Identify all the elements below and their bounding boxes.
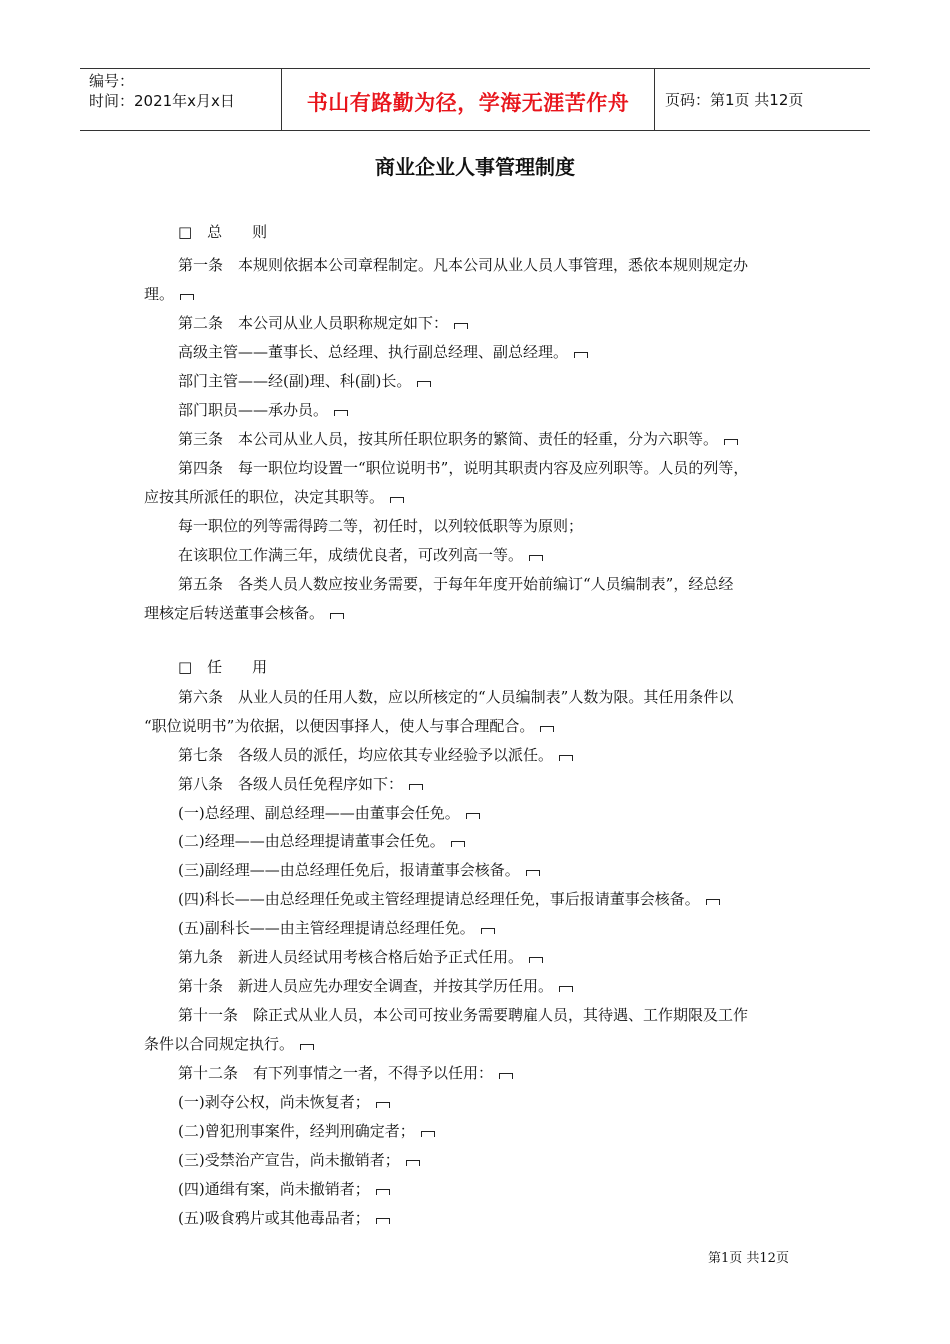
paragraph: 每一职位的列等需得跨二等，初任时，以列较低职等为原则；: [178, 517, 584, 535]
paragraph: (三)副经理——由总经理任免后，报请董事会核备。: [178, 859, 540, 881]
paragraph: 第四条 每一职位均设置一“职位说明书”，说明其职责内容及应列职等。人员的列等，: [178, 459, 749, 477]
paragraph: 部门职员——承办员。: [178, 399, 348, 421]
paragraph: (一)剥夺公权，尚未恢复者；: [178, 1091, 390, 1113]
return-mark-icon: [540, 726, 554, 732]
return-mark-icon: [454, 323, 468, 329]
page-footer: 第1页 共12页: [708, 1251, 789, 1266]
paragraph: 部门主管——经(副)理、科(副)长。: [178, 370, 431, 392]
return-mark-icon: [499, 1073, 513, 1079]
paragraph: 第五条 各类人员人数应按业务需要，于每年年度开始前编订“人员编制表”，经总经: [178, 575, 734, 593]
paragraph: 条件以合同规定执行。: [144, 1033, 314, 1055]
document-title: 商业企业人事管理制度: [375, 155, 575, 179]
document-header: [80, 68, 870, 131]
paragraph: 高级主管——董事长、总经理、执行副总经理、副总经理。: [178, 341, 588, 363]
paragraph: (二)经理——由总经理提请董事会任免。: [178, 830, 465, 852]
paragraph: 第一条 本规则依据本公司章程制定。凡本公司从业人员人事管理，悉依本规则规定办: [178, 256, 749, 274]
section-heading-appointment: □ 任 用: [178, 658, 268, 676]
return-mark-icon: [180, 294, 194, 300]
return-mark-icon: [406, 1160, 420, 1166]
paragraph: 应按其所派任的职位，决定其职等。: [144, 486, 404, 508]
paragraph: (四)科长——由总经理任免或主管经理提请总经理任免，事后报请董事会核备。: [178, 888, 720, 910]
paragraph: 第七条 各级人员的派任，均应依其专业经验予以派任。: [178, 744, 573, 766]
paragraph: 第十二条 有下列事情之一者，不得予以任用：: [178, 1062, 513, 1084]
header-motto: [281, 69, 655, 130]
return-mark-icon: [376, 1189, 390, 1195]
paragraph: 第二条 本公司从业人员职称规定如下：: [178, 312, 468, 334]
return-mark-icon: [300, 1044, 314, 1050]
return-mark-icon: [559, 755, 573, 761]
paragraph: (一)总经理、副总经理——由董事会任免。: [178, 802, 480, 824]
header-meta: [80, 69, 281, 130]
return-mark-icon: [574, 352, 588, 358]
return-mark-icon: [330, 613, 344, 619]
time-label: 时间：2021年x月x日: [89, 92, 235, 110]
paragraph: (三)受禁治产宣告，尚未撤销者；: [178, 1149, 420, 1171]
paragraph: 理核定后转送董事会核备。: [144, 602, 344, 624]
return-mark-icon: [529, 957, 543, 963]
return-mark-icon: [466, 813, 480, 819]
paragraph: 第十条 新进人员应先办理安全调查，并按其学历任用。: [178, 975, 573, 997]
return-mark-icon: [390, 497, 404, 503]
return-mark-icon: [529, 555, 543, 561]
paragraph: 第八条 各级人员任免程序如下：: [178, 773, 423, 795]
return-mark-icon: [421, 1131, 435, 1137]
header-page: [655, 69, 870, 130]
paragraph: (四)通缉有案，尚未撤销者；: [178, 1178, 390, 1200]
paragraph: “职位说明书”为依据，以便因事择人，使人与事合理配合。: [144, 715, 554, 737]
return-mark-icon: [451, 841, 465, 847]
section-heading-general: □ 总 则: [178, 223, 268, 241]
return-mark-icon: [376, 1218, 390, 1224]
page-label: 页码：第1页 共12页: [665, 91, 804, 109]
paragraph: (五)副科长——由主管经理提请总经理任免。: [178, 917, 495, 939]
motto-text: 书山有路勤为径，学海无涯苦作舟: [306, 91, 630, 115]
return-mark-icon: [417, 381, 431, 387]
paragraph: 理。: [144, 283, 194, 305]
number-label: 编号：: [89, 72, 135, 90]
return-mark-icon: [526, 870, 540, 876]
return-mark-icon: [706, 899, 720, 905]
return-mark-icon: [481, 928, 495, 934]
return-mark-icon: [724, 439, 738, 445]
paragraph: 第十一条 除正式从业人员，本公司可按业务需要聘雇人员，其待遇、工作期限及工作: [178, 1006, 749, 1024]
paragraph: 第三条 本公司从业人员，按其所任职位职务的繁简、责任的轻重，分为六职等。: [178, 428, 738, 450]
return-mark-icon: [376, 1102, 390, 1108]
paragraph: (五)吸食鸦片或其他毒品者；: [178, 1207, 390, 1229]
return-mark-icon: [409, 784, 423, 790]
return-mark-icon: [334, 410, 348, 416]
paragraph: 在该职位工作满三年，成绩优良者，可改列高一等。: [178, 544, 543, 566]
return-mark-icon: [559, 986, 573, 992]
paragraph: 第九条 新进人员经试用考核合格后始予正式任用。: [178, 946, 543, 968]
paragraph: (二)曾犯刑事案件，经判刑确定者；: [178, 1120, 435, 1142]
paragraph: 第六条 从业人员的任用人数，应以所核定的“人员编制表”人数为限。其任用条件以: [178, 688, 734, 706]
